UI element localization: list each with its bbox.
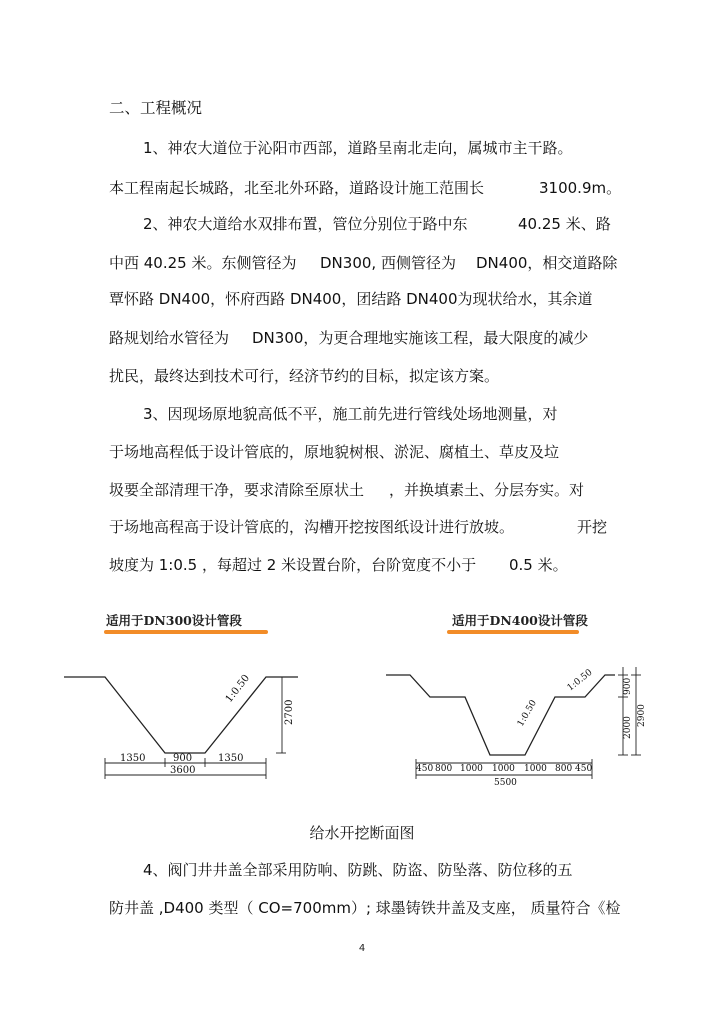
para2-line4b: DN300，为更合理地实施该工程，最大限度的减少: [252, 329, 589, 347]
figure-caption: 给水开挖断面图: [309, 824, 415, 842]
diagram-right-dim-3: 1000: [460, 764, 483, 774]
page-number: 4: [358, 943, 366, 954]
diagram-left-total: 3600: [170, 765, 196, 776]
diagram-right-total: 5500: [494, 778, 517, 788]
diagram-right-dim-5: 1000: [524, 764, 547, 774]
diagram-left-dim-1: 1350: [120, 753, 146, 764]
section-heading: 二、工程概况: [109, 99, 203, 117]
para2-line4a: 路规划给水管径为: [109, 329, 230, 347]
diagram-right-dim-7: 450: [575, 764, 593, 774]
diagram-left-title-underline: [104, 630, 268, 634]
diagram-right-title-underline: [447, 630, 579, 634]
diagram-right-dim-1: 450: [416, 764, 434, 774]
para3-line5a: 坡度为 1:0.5 ，每超过 2 米设置台阶，台阶宽度不小于: [109, 556, 477, 574]
para2-line1b: 40.25 米、路: [518, 215, 611, 233]
para2-line2b: DN300, 西侧管径为: [320, 254, 456, 272]
para3-line2: 于场地高程低于设计管底的，原地貌树根、淤泥、腐植土、草皮及垃: [109, 443, 560, 461]
para2-line2c: DN400，相交道路除: [476, 254, 618, 272]
diagram-right-title: 适用于DN400设计管段: [452, 613, 588, 628]
para3-line1: 3、因现场原地貌高低不平，施工前先进行管线处场地测量，对: [143, 405, 558, 423]
diagram-left-height: 2700: [284, 699, 295, 725]
para2-line1a: 2、神农大道给水双排布置，管位分别位于路中东: [143, 215, 468, 233]
diagram-left-dim-2: 900: [173, 753, 193, 764]
diagram-left-slope: 1:0.50: [223, 672, 253, 705]
para3-line5b: 0.5 米。: [509, 556, 568, 574]
trench-profile-right: [386, 675, 615, 755]
para3-line4b: 开挖: [577, 518, 608, 536]
diagram-left: [60, 655, 310, 795]
diagram-left-dim-3: 1350: [218, 753, 244, 764]
para1-line2a: 本工程南起长城路，北至北外环路，道路设计施工范围长: [109, 179, 485, 197]
para4-line1: 4、阀门井井盖全部采用防响、防跳、防盗、防坠落、防位移的五: [143, 861, 573, 879]
para3-line3a: 圾要全部清理干净，要求清除至原状土: [109, 481, 365, 499]
diagram-right-slope-lower: 1:0.50: [515, 698, 540, 729]
para3-line4a: 于场地高程高于设计管底的，沟槽开挖按图纸设计进行放坡。: [109, 518, 515, 536]
diagram-right-slope-upper: 1:0.50: [565, 667, 595, 694]
diagram-right: [380, 655, 650, 795]
diagram-left-title: 适用于DN300设计管段: [106, 613, 242, 628]
diagram-right-dim-4: 1000: [492, 764, 515, 774]
para3-line3b: ，并换填素土、分层夯实。对: [389, 481, 585, 499]
para2-line5: 扰民，最终达到技术可行，经济节约的目标，拟定该方案。: [109, 367, 500, 385]
para4-line2: 防井盖 ,D400 类型（ CO=700mm）; 球墨铸铁井盖及支座， 质量符合《检: [109, 899, 621, 917]
diagram-right-height-lower: 2000: [623, 716, 633, 739]
para2-line3: 覃怀路 DN400，怀府西路 DN400，团结路 DN400为现状给水，其余道: [109, 290, 593, 308]
para2-line2a: 中西 40.25 米。东侧管径为: [109, 254, 297, 272]
diagram-right-height-upper: 900: [623, 677, 633, 695]
trench-profile-left: [64, 677, 298, 753]
para1-line1: 1、神农大道位于沁阳市西部，道路呈南北走向，属城市主干路。: [143, 139, 573, 157]
diagram-right-height-total: 2900: [637, 704, 647, 727]
diagram-right-dim-2: 800: [435, 764, 453, 774]
diagram-right-dim-6: 800: [555, 764, 573, 774]
para1-line2b: 3100.9m。: [539, 179, 622, 197]
